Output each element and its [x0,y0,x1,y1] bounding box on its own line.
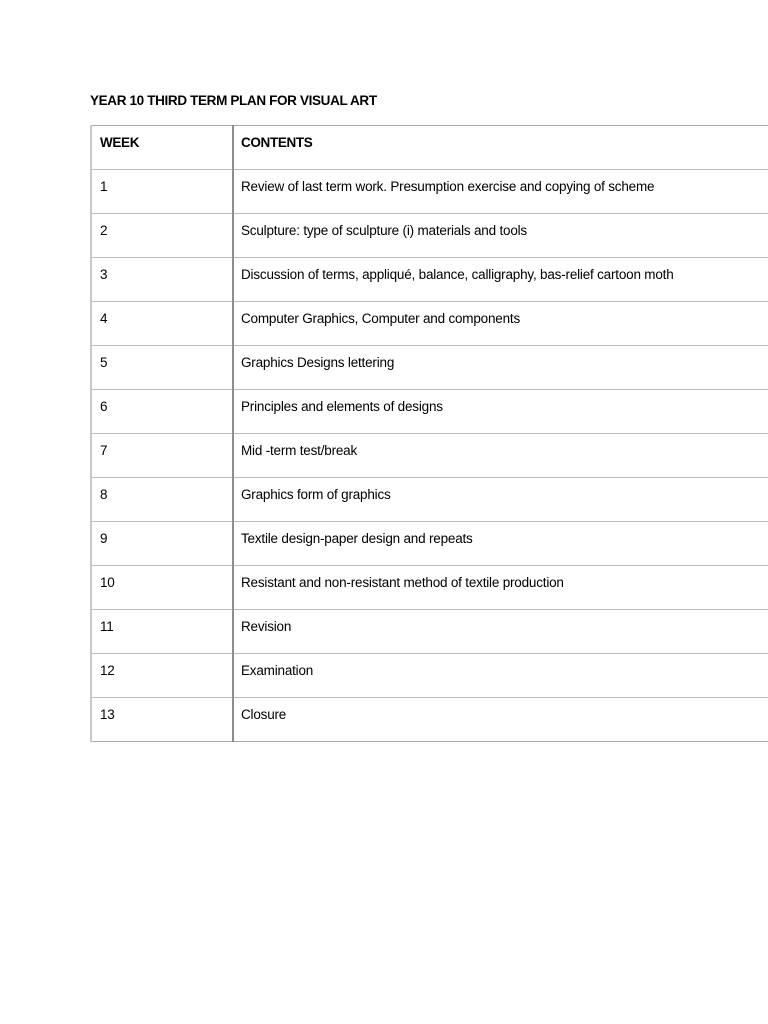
contents-cell: Examination [233,654,768,698]
week-cell: 13 [91,698,233,742]
table-row [91,566,768,610]
table-row [91,258,768,302]
contents-cell: Closure [233,698,768,742]
week-cell: 5 [91,346,233,390]
contents-cell: Review of last term work. Presumption exercise and copying of scheme [233,170,768,214]
contents-cell: Textile design-paper design and repeats [233,522,768,566]
table-row [91,434,768,478]
week-cell: 7 [91,434,233,478]
week-cell: 10 [91,566,233,610]
contents-cell: Revision [233,610,768,654]
table-row [91,214,768,258]
week-column-header: WEEK [91,126,233,170]
table-row [91,302,768,346]
contents-cell: Principles and elements of designs [233,390,768,434]
week-cell: 12 [91,654,233,698]
table-row [91,346,768,390]
table-row [91,522,768,566]
week-cell: 2 [91,214,233,258]
contents-cell: Discussion of terms, appliqué, balance, calligraphy, bas-relief cartoon moth [233,258,768,302]
page-title: YEAR 10 THIRD TERM PLAN FOR VISUAL ART [90,93,377,108]
week-cell: 3 [91,258,233,302]
table-row [91,610,768,654]
table-row [91,698,768,742]
table-row [91,654,768,698]
contents-column-header: CONTENTS [233,126,768,170]
contents-cell: Graphics form of graphics [233,478,768,522]
table-row [91,478,768,522]
contents-cell: Graphics Designs lettering [233,346,768,390]
table-row [91,390,768,434]
contents-cell: Computer Graphics, Computer and components [233,302,768,346]
week-cell: 4 [91,302,233,346]
table-header-row [91,126,768,170]
term-plan-table [90,125,768,742]
contents-cell: Mid -term test/break [233,434,768,478]
week-cell: 1 [91,170,233,214]
week-cell: 9 [91,522,233,566]
contents-cell: Sculpture: type of sculpture (i) materials and tools [233,214,768,258]
week-cell: 6 [91,390,233,434]
contents-cell: Resistant and non-resistant method of textile production [233,566,768,610]
week-cell: 8 [91,478,233,522]
week-cell: 11 [91,610,233,654]
table-row [91,170,768,214]
